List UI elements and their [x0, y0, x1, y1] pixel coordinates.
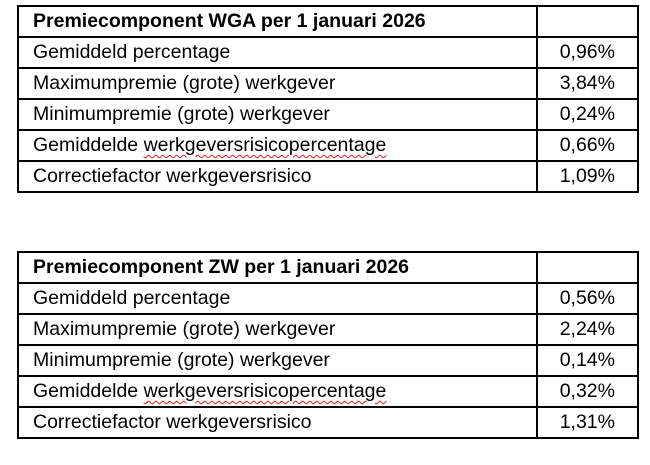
- row-label: Minimumpremie (grote) werkgever: [18, 99, 537, 130]
- table-row: [18, 283, 638, 314]
- table-row: [18, 130, 638, 161]
- row-label: Correctiefactor werkgeversrisico: [18, 407, 537, 438]
- row-value: 0,32%: [537, 376, 638, 407]
- row-label: Gemiddeld percentage: [18, 283, 537, 314]
- table-title: Premiecomponent ZW per 1 januari 2026: [18, 252, 537, 283]
- table-row: [18, 161, 638, 192]
- table-row: [18, 376, 638, 407]
- row-label: Minimumpremie (grote) werkgever: [18, 345, 537, 376]
- row-value: 2,24%: [537, 314, 638, 345]
- row-value: 0,24%: [537, 99, 638, 130]
- row-label: Correctiefactor werkgeversrisico: [18, 161, 537, 192]
- zw-premium-table: [17, 251, 639, 439]
- row-value: 3,84%: [537, 68, 638, 99]
- table-title: Premiecomponent WGA per 1 januari 2026: [18, 6, 537, 37]
- header-empty-cell: [537, 6, 638, 37]
- table-row: [18, 345, 638, 376]
- table-row: [18, 314, 638, 345]
- row-label: Gemiddeld percentage: [18, 37, 537, 68]
- spellcheck-flagged-word: werkgeversrisicopercentage: [143, 134, 387, 156]
- table-header-row: [18, 252, 638, 283]
- row-value: 0,66%: [537, 130, 638, 161]
- row-label-prefix: Gemiddelde: [33, 380, 144, 402]
- row-value: 0,56%: [537, 283, 638, 314]
- row-value: 0,14%: [537, 345, 638, 376]
- row-value: 1,09%: [537, 161, 638, 192]
- table-row: [18, 37, 638, 68]
- table-row: [18, 407, 638, 438]
- spellcheck-flagged-word: werkgeversrisicopercentage: [143, 380, 387, 402]
- header-empty-cell: [537, 252, 638, 283]
- table-header-row: [18, 6, 638, 37]
- row-label: Maximumpremie (grote) werkgever: [18, 314, 537, 345]
- table-row: [18, 99, 638, 130]
- table-row: [18, 68, 638, 99]
- row-label: [18, 130, 537, 161]
- wga-premium-table: [17, 5, 639, 193]
- row-label-prefix: Gemiddelde: [33, 134, 144, 156]
- row-value: 0,96%: [537, 37, 638, 68]
- row-value: 1,31%: [537, 407, 638, 438]
- row-label: Maximumpremie (grote) werkgever: [18, 68, 537, 99]
- row-label: [18, 376, 537, 407]
